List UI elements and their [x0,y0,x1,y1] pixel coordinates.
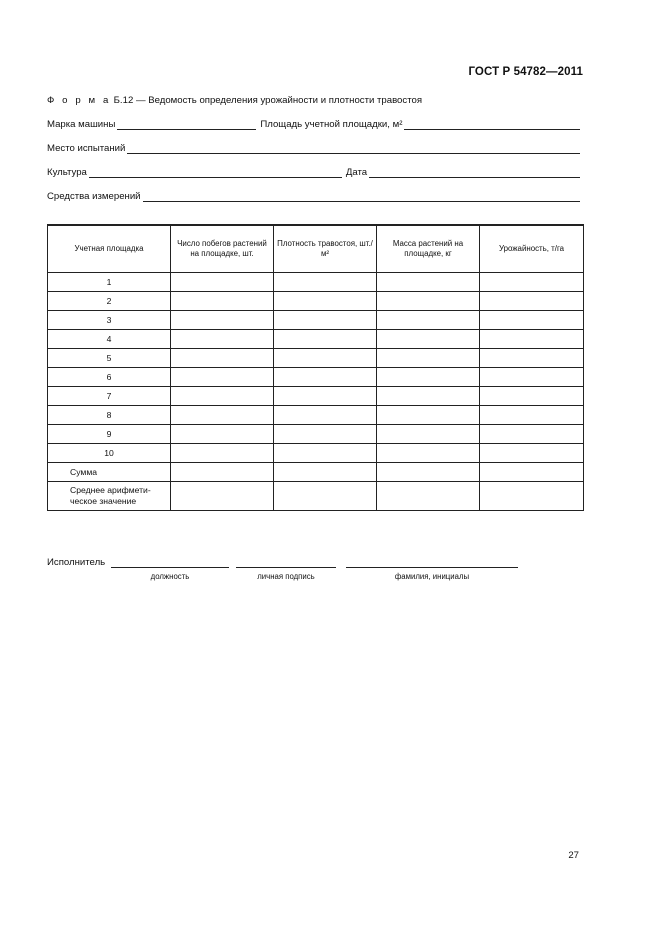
cell[interactable] [377,425,480,444]
field-crop-label: Культура [47,167,87,178]
cell[interactable] [377,482,480,511]
cell[interactable] [274,425,377,444]
cell[interactable] [274,463,377,482]
cell[interactable] [171,311,274,330]
data-table [47,224,584,511]
cell[interactable] [171,330,274,349]
position-line[interactable] [111,567,229,568]
field-place-label: Место испытаний [47,143,126,154]
cell[interactable] [377,463,480,482]
caption-name: фамилия, инициалы [394,572,470,581]
row-number: 1 [48,273,171,292]
header-yield: Урожайность, т/га [480,225,584,273]
row-number: 9 [48,425,171,444]
form-word: Ф о р м а [47,95,111,106]
cell[interactable] [274,330,377,349]
cell[interactable] [171,425,274,444]
field-crop-row [47,167,580,179]
table-row [48,292,584,311]
table-row [48,330,584,349]
table-row [48,273,584,292]
row-number: 2 [48,292,171,311]
cell[interactable] [480,482,584,511]
cell[interactable] [377,387,480,406]
cell[interactable] [377,368,480,387]
cell[interactable] [480,463,584,482]
cell[interactable] [480,406,584,425]
cell[interactable] [171,463,274,482]
cell[interactable] [377,349,480,368]
cell[interactable] [480,292,584,311]
table-row [48,368,584,387]
row-number: 10 [48,444,171,463]
table-row [48,387,584,406]
cell[interactable] [377,292,480,311]
average-label: Среднее арифмети-ческое значение [48,482,171,511]
cell[interactable] [480,311,584,330]
field-place-row [47,143,580,155]
field-machine-label: Марка машины [47,119,116,130]
cell[interactable] [377,406,480,425]
name-line[interactable] [346,567,518,568]
row-number: 5 [48,349,171,368]
field-machine-row [47,119,580,131]
cell[interactable] [274,292,377,311]
table-row [48,406,584,425]
form-title-text: Б.12 — Ведомость определения урожайности и плотности травостоя [113,95,423,106]
field-instruments-line[interactable] [143,192,580,202]
field-area-label: Площадь учетной площадки, м² [260,119,403,130]
form-title [47,95,422,106]
table-header-row [48,225,584,273]
field-date-label: Дата [345,167,368,178]
header-mass: Масса растений на площадке, кг [377,225,480,273]
cell[interactable] [171,368,274,387]
table-row [48,425,584,444]
field-area-line[interactable] [404,120,580,130]
table-row-sum [48,463,584,482]
cell[interactable] [274,406,377,425]
cell[interactable] [171,349,274,368]
cell[interactable] [480,425,584,444]
header-shoots: Число побегов растений на площадке, шт. [171,225,274,273]
cell[interactable] [274,482,377,511]
cell[interactable] [274,349,377,368]
cell[interactable] [377,311,480,330]
cell[interactable] [274,273,377,292]
cell[interactable] [377,330,480,349]
cell[interactable] [171,406,274,425]
page-number: 27 [568,850,579,861]
cell[interactable] [480,349,584,368]
table-row [48,349,584,368]
cell[interactable] [274,311,377,330]
cell[interactable] [274,387,377,406]
field-machine-line[interactable] [117,120,256,130]
table-row [48,311,584,330]
field-crop-line[interactable] [89,168,342,178]
row-number: 4 [48,330,171,349]
signature-line[interactable] [236,567,336,568]
table-row [48,444,584,463]
cell[interactable] [274,368,377,387]
cell[interactable] [377,273,480,292]
field-instruments-label: Средства измерений [47,191,141,202]
header-plot: Учетная площадка [48,225,171,273]
cell[interactable] [480,330,584,349]
row-number: 6 [48,368,171,387]
row-number: 8 [48,406,171,425]
cell[interactable] [171,273,274,292]
cell[interactable] [480,273,584,292]
sum-label: Сумма [48,463,171,482]
cell[interactable] [480,444,584,463]
table-row-average [48,482,584,511]
standard-number: ГОСТ Р 54782—2011 [468,66,583,78]
field-place-line[interactable] [127,144,580,154]
cell[interactable] [171,444,274,463]
header-density: Плотность травостоя, шт./м² [274,225,377,273]
row-number: 7 [48,387,171,406]
cell[interactable] [274,444,377,463]
caption-signature: личная подпись [257,572,315,581]
row-number: 3 [48,311,171,330]
signature-label: Исполнитель [47,557,106,568]
cell[interactable] [171,292,274,311]
cell[interactable] [480,368,584,387]
cell[interactable] [480,387,584,406]
cell[interactable] [171,482,274,511]
caption-position: должность [150,572,190,581]
cell[interactable] [171,387,274,406]
field-instruments-row [47,191,580,203]
cell[interactable] [377,444,480,463]
field-date-line[interactable] [369,168,580,178]
